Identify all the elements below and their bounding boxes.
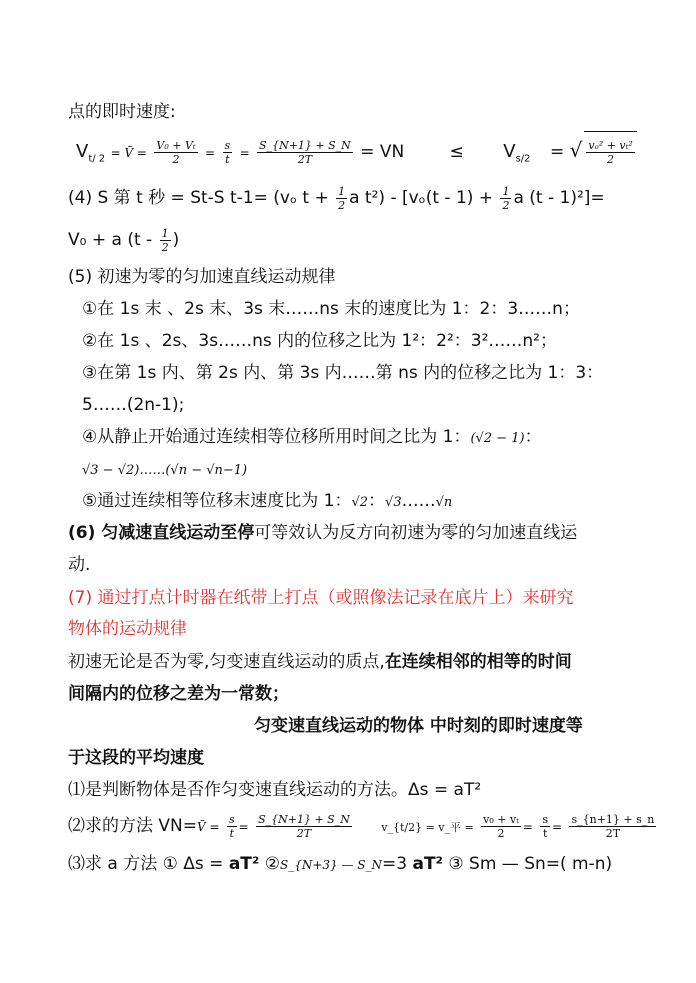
line-5-rule-1: ①在 1s 末 、2s 末、3s 末……ns 末的速度比为 1：2：3……n； (82, 299, 580, 319)
line-12: ⑴是判断物体是否作匀变速直线运动的方法。Δs = aT² (68, 780, 482, 800)
line-14-acceleration-method: ⑶求 a 方法 ① Δs = aT² ②S_{N+3} — S_N=3 aT² ③ Sm — Sn=( m-n) (68, 854, 613, 874)
line-7b: 物体的运动规律 (68, 619, 187, 639)
line-5-rule-4: ④从静止开始通过连续相等位移所用时间之比为 1：(√2 − 1)： (82, 427, 542, 447)
line-instant-velocity: 点的即时速度: (68, 102, 176, 122)
line-5-rule-3b: 5……(2n-1); (82, 395, 185, 415)
line-5-heading: (5) 初速为零的匀加速直线运动规律 (68, 267, 336, 287)
equation-midpoint-velocity: $V_{t/ 2}$ = V̄ = $\frac{\text{V₀ + Vₜ}}{2}$ = $\frac{s}{t}$ = $\frac{S\_\{N+1\} + S\_N}{2T}$ = VN ≤ $V_{s/2}$ = √ $\frac{\text{vₒ² + vₜ²}}{2}$ (68, 130, 637, 170)
line-8: 初速无论是否为零,匀变速直线运动的质点,在连续相邻的相等的时间 (68, 652, 572, 672)
line-4-displacement-nth-second: (4) S 第 t 秒 = St-S t-1= (vₒ t + $\frac{1}{2}$ a t²) - [vₒ(t - 1) + $\frac{1}{2}$ a (t - 1)²]= (68, 184, 605, 212)
line-6b: 动. (68, 555, 91, 575)
line-5-rule-2: ②在 1s 、2s、3s……ns 内的位移之比为 1²：2²：3²……n²； (82, 331, 557, 351)
line-6: (6) 匀减速直线运动至停可等效认为反方向初速为零的匀加速直线运 (68, 523, 578, 543)
line-11: 于这段的平均速度 (68, 748, 204, 768)
line-5-rule-4b: √3 − √2)……(√n − √n−1) (82, 463, 248, 478)
line-13-velocity-method: ⑵求的方法 VN=V̄ = $\frac{s}{t}$ = $\frac{S\_\{N+1\} + S\_N}{2T}$ v_{t/2} = v_平 = $\frac{\text{v₀ + vₜ}}{2}$ = $\frac{s}{t}$ = $\frac{s\_\{n+1\} + s\_n}{2T}$ (68, 812, 655, 840)
line-5-rule-3: ③在第 1s 内、第 2s 内、第 3s 内……第 ns 内的位移之比为 1：3： (82, 363, 604, 383)
line-5-rule-5: ⑤通过连续相等位移末速度比为 1：√2：√3……√n (82, 491, 453, 511)
line-9: 间隔内的位移之差为一常数； (68, 684, 289, 704)
line-7a: (7) 通过打点计时器在纸带上打点（或照像法记录在底片上）来研究 (68, 588, 574, 608)
line-10: 匀变速直线运动的物体 中时刻的即时速度等 (254, 716, 583, 736)
line-4-continued: V₀ + a (t - $\frac{1}{2}$ ) (68, 226, 180, 254)
